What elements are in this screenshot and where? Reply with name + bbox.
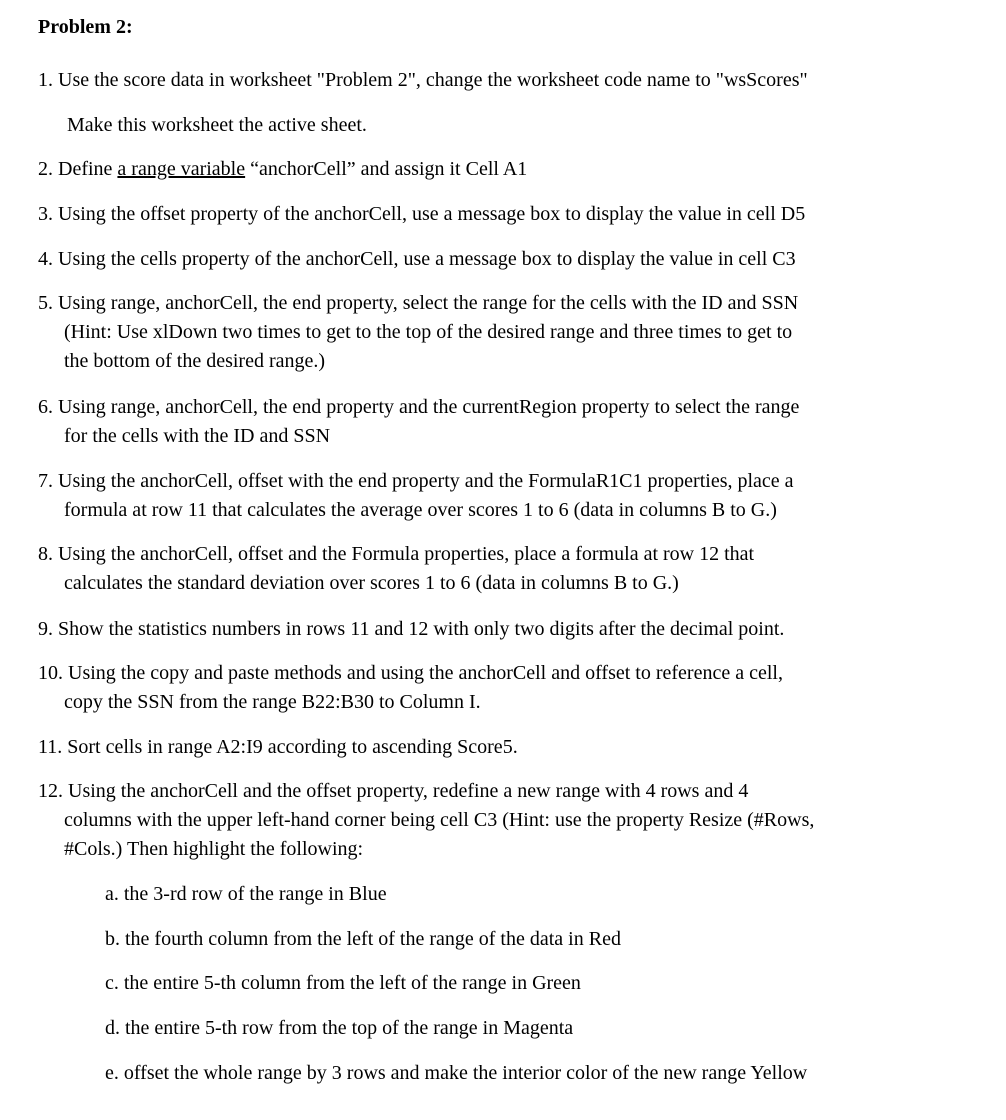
item-5-line-1: 5. Using range, anchorCell, the end property, select the range for the cells with the ID and SSN — [38, 292, 799, 314]
item-8-line-2: calculates the standard deviation over scores 1 to 6 (data in columns B to G.) — [64, 572, 679, 594]
item-2-line-1 — [38, 155, 527, 184]
item-10-line-1: 10. Using the copy and paste methods and using the anchorCell and offset to reference a cell, — [38, 662, 783, 684]
item-2-prefix: 2. Define — [38, 158, 118, 180]
item-6-line-2: for the cells with the ID and SSN — [64, 425, 331, 447]
item-7-line-1: 7. Using the anchorCell, offset with the end property and the FormulaR1C1 properties, place a — [38, 470, 794, 492]
item-12-line-3: #Cols.) Then highlight the following: — [64, 838, 364, 860]
item-2-suffix: “anchorCell” and assign it Cell A1 — [245, 158, 528, 180]
item-9-line-1: 9. Show the statistics numbers in rows 11 and 12 with only two digits after the decimal point. — [38, 618, 785, 640]
item-12-line-1: 12. Using the anchorCell and the offset property, redefine a new range with 4 rows and 4 — [38, 780, 749, 802]
item-5-line-3: the bottom of the desired range.) — [64, 350, 326, 372]
item-1-line-2: Make this worksheet the active sheet. — [67, 114, 367, 136]
item-3-line-1: 3. Using the offset property of the anchorCell, use a message box to display the value in cell D5 — [38, 203, 806, 225]
subitem-b: b. the fourth column from the left of the range of the data in Red — [105, 928, 621, 950]
subitem-e: e. offset the whole range by 3 rows and make the interior color of the new range Yellow — [105, 1062, 808, 1084]
subitem-c: c. the entire 5-th column from the left of the range in Green — [105, 972, 581, 994]
item-7-line-2: formula at row 11 that calculates the average over scores 1 to 6 (data in columns B to G.) — [64, 499, 777, 521]
item-5-line-2: (Hint: Use xlDown two times to get to the top of the desired range and three times to get to — [64, 321, 793, 343]
problem-title: Problem 2: — [38, 16, 133, 38]
range-variable-underlined: a range variable — [117, 158, 246, 180]
subitem-a: a. the 3-rd row of the range in Blue — [105, 883, 387, 905]
item-1-line-1: 1. Use the score data in worksheet "Problem 2", change the worksheet code name to "wsScores" — [38, 69, 808, 91]
item-12-line-2: columns with the upper left-hand corner being cell C3 (Hint: use the property Resize (#Rows, — [64, 809, 815, 831]
item-10-line-2: copy the SSN from the range B22:B30 to Column I. — [64, 691, 481, 713]
item-6-line-1: 6. Using range, anchorCell, the end property and the currentRegion property to select the range — [38, 396, 800, 418]
item-4-line-1: 4. Using the cells property of the anchorCell, use a message box to display the value in cell C3 — [38, 248, 796, 270]
item-8-line-1: 8. Using the anchorCell, offset and the Formula properties, place a formula at row 12 that — [38, 543, 755, 565]
subitem-d: d. the entire 5-th row from the top of the range in Magenta — [105, 1017, 574, 1039]
item-11-line-1: 11. Sort cells in range A2:I9 according to ascending Score5. — [38, 736, 518, 758]
